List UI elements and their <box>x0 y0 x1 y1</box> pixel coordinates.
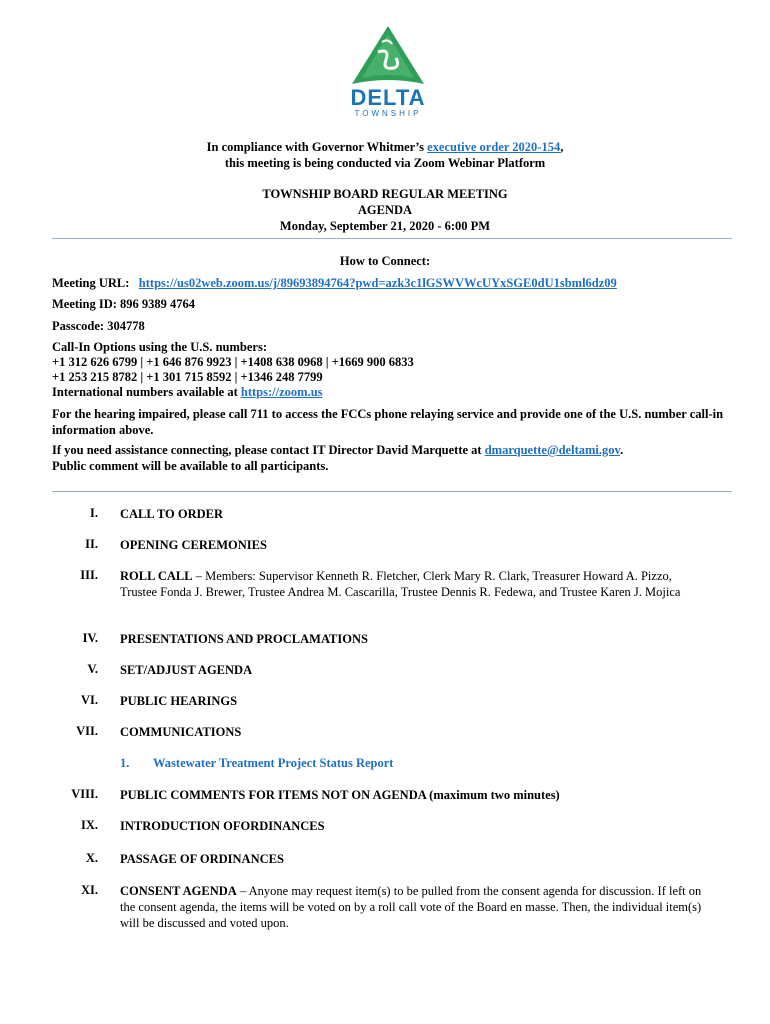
hearing-impaired-note: For the hearing impaired, please call 711 to access the FCCs phone relaying service and provide one of the U.S. number call-in information above. <box>52 407 724 437</box>
meeting-url-row: Meeting URL: https://us02web.zoom.us/j/89693894764?pwd=azk3c1lGSWVWcUYxSGE0dU1sbml6dz09 <box>52 276 617 290</box>
compliance-notice: In compliance with Governor Whitmer’s executive order 2020-154, <box>206 140 564 154</box>
agenda-item-number: X. <box>85 851 98 865</box>
agenda-item-number: VIII. <box>71 787 98 801</box>
agenda-item-public-hearings: PUBLIC HEARINGS <box>120 694 238 708</box>
divider-bottom <box>52 491 732 492</box>
webinar-notice: this meeting is being conducted via Zoom Webinar Platform <box>224 156 546 170</box>
meeting-url-link[interactable]: https://us02web.zoom.us/j/89693894764?pwd=azk3c1lGSWVWcUYxSGE0dU1sbml6dz09 <box>138 276 617 290</box>
wastewater-report-link[interactable]: Wastewater Treatment Project Status Report <box>153 756 394 770</box>
communications-sub-number: 1. <box>120 756 130 770</box>
assistance-note: If you need assistance connecting, please contact IT Director David Marquette at dmarquette@deltami.gov. <box>52 443 624 457</box>
agenda-item-number: III. <box>80 568 98 582</box>
callin-numbers-2: +1 253 215 8782 | +1 301 715 8592 | +1346 248 7799 <box>52 370 323 384</box>
agenda-item-number: XI. <box>80 883 98 897</box>
international-numbers: International numbers available at https://zoom.us <box>52 385 323 399</box>
agenda-item-communications: COMMUNICATIONS <box>120 725 242 739</box>
agenda-item-opening-ceremonies: OPENING CEREMONIES <box>120 538 267 552</box>
meeting-date: Monday, September 21, 2020 - 6:00 PM <box>279 219 491 233</box>
agenda-item-number: I. <box>90 506 98 520</box>
agenda-item-roll-call: ROLL CALL – Members: Supervisor Kenneth R. Fletcher, Clerk Mary R. Clark, Treasurer Howard A. Pizzo, Trustee Fonda J. Brewer, Trustee Andrea M. Cascarilla, Trustee Dennis R. Fedewa, and Trustee Karen J. Mojica <box>120 569 681 599</box>
logo-wordmark: DELTA <box>350 85 426 110</box>
logo-subtitle: TOWNSHIP <box>354 109 422 118</box>
callin-heading: Call-In Options using the U.S. numbers: <box>52 340 267 354</box>
agenda-item-number: V. <box>87 662 98 676</box>
agenda-item-passage-ordinances: PASSAGE OF ORDINANCES <box>120 852 284 866</box>
agenda-item-introduction-ordinances: INTRODUCTION OFORDINANCES <box>120 819 325 833</box>
agenda-item-public-comments: PUBLIC COMMENTS FOR ITEMS NOT ON AGENDA (maximum two minutes) <box>120 788 560 802</box>
passcode: Passcode: 304778 <box>52 319 145 333</box>
agenda-item-call-to-order: CALL TO ORDER <box>120 507 224 521</box>
agenda-item-consent-agenda: CONSENT AGENDA – Anyone may request item(s) to be pulled from the consent agenda for discussion. If left on the consent agenda, the items will be voted on by a roll call vote of the Board en masse. Then, the individual item(s) will be discussed and voted upon. <box>120 884 702 930</box>
assistance-email-link[interactable]: dmarquette@deltami.gov <box>484 443 621 457</box>
agenda-title: AGENDA <box>357 203 413 217</box>
agenda-item-number: II. <box>85 537 98 551</box>
agenda-item-number: VII. <box>76 724 98 738</box>
agenda-item-number: VI. <box>80 693 98 707</box>
meeting-id: Meeting ID: 896 9389 4764 <box>52 297 196 311</box>
agenda-item-number: IV. <box>82 631 98 645</box>
agenda-item-set-adjust: SET/ADJUST AGENDA <box>120 663 253 677</box>
meeting-title: TOWNSHIP BOARD REGULAR MEETING <box>262 187 508 201</box>
agenda-item-presentations: PRESENTATIONS AND PROCLAMATIONS <box>120 632 368 646</box>
agenda-item-number: IX. <box>80 818 98 832</box>
public-comment-note: Public comment will be available to all participants. <box>52 459 329 473</box>
zoom-link[interactable]: https://zoom.us <box>240 385 323 399</box>
callin-numbers-1: +1 312 626 6799 | +1 646 876 9923 | +1408 638 0968 | +1669 900 6833 <box>52 355 414 369</box>
connect-heading: How to Connect: <box>339 254 431 268</box>
executive-order-link[interactable]: executive order 2020-154 <box>427 140 561 154</box>
divider-top <box>52 238 732 239</box>
